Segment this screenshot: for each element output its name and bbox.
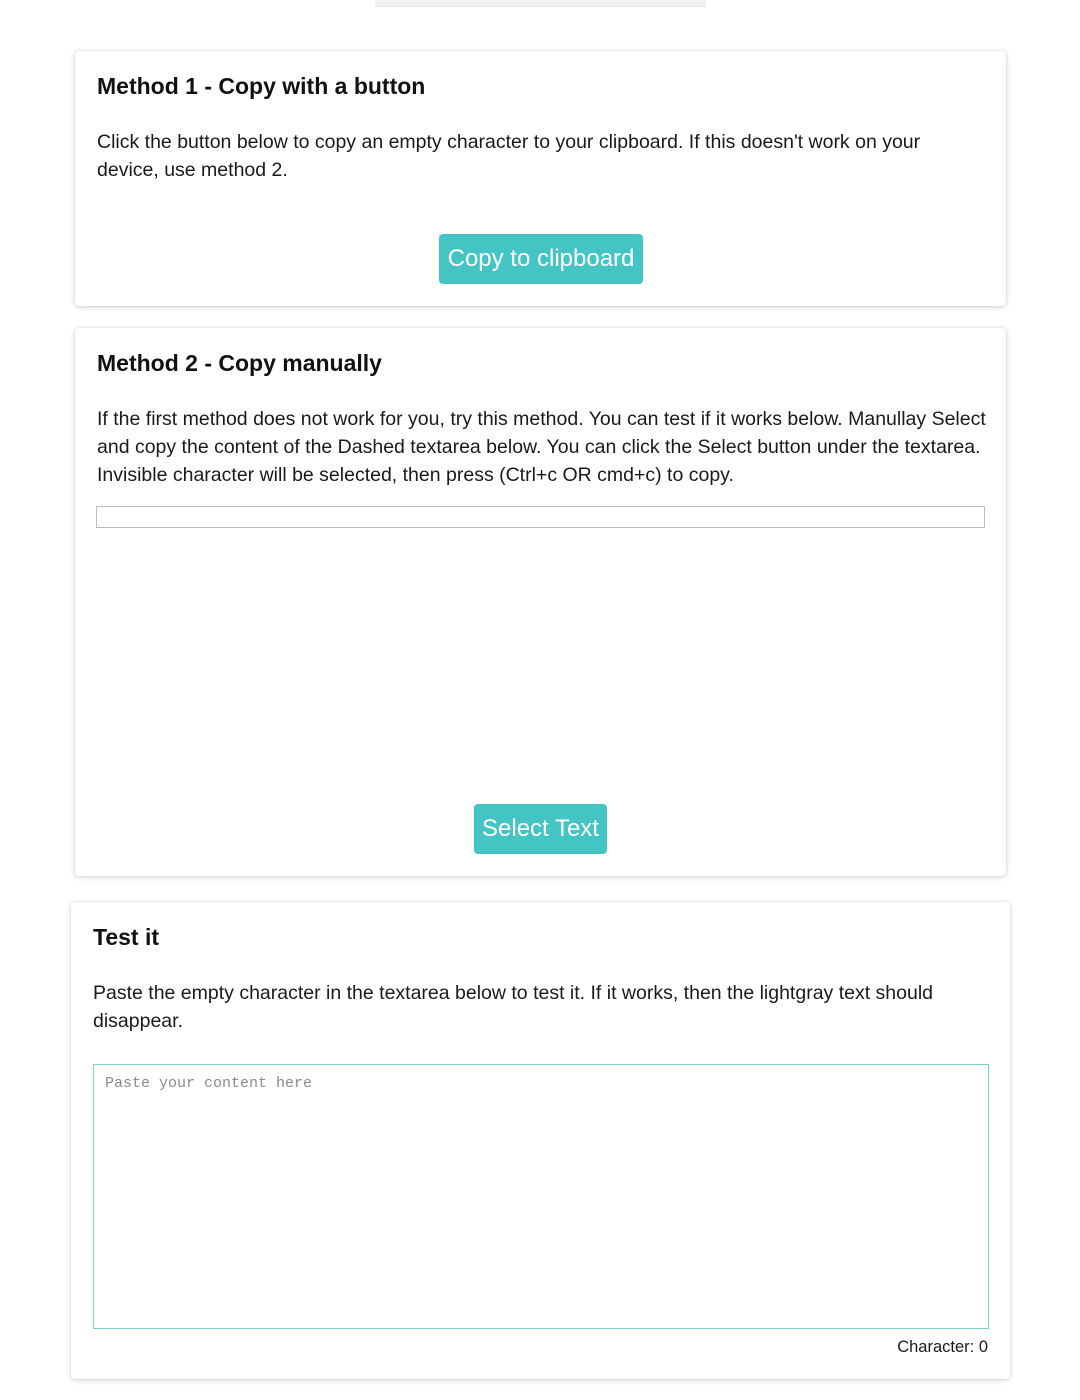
character-counter xyxy=(897,1338,988,1357)
method2-description: If the first method does not work for you, try this method. You can test if it works below. Manullay Select and copy the content of the Dashed textarea below. You can click the Select button under the textarea. Invisible character will be selected, then press (Ctrl+c OR cmd+c) to copy. xyxy=(97,408,986,486)
invisible-character-textarea[interactable] xyxy=(96,506,985,528)
character-counter-label: Character: xyxy=(897,1338,975,1356)
copy-to-clipboard-button[interactable]: Copy to clipboard xyxy=(439,234,643,284)
method1-description: Click the button below to copy an empty character to your clipboard. If this doesn't work on your device, use method 2. xyxy=(97,131,921,181)
select-text-button[interactable]: Select Text xyxy=(474,804,607,854)
method2-title: Method 2 - Copy manually xyxy=(97,350,382,376)
test-description: Paste the empty character in the textarea below to test it. If it works, then the lightgray text should disappear. xyxy=(93,982,934,1032)
test-title: Test it xyxy=(93,924,160,950)
test-card xyxy=(71,902,1010,1379)
method1-title: Method 1 - Copy with a button xyxy=(97,73,426,99)
method1-card xyxy=(75,51,1006,306)
paste-test-textarea[interactable] xyxy=(93,1064,989,1329)
character-counter-value: 0 xyxy=(978,1338,988,1356)
top-tab-strip xyxy=(375,0,706,7)
method2-card xyxy=(75,328,1006,876)
